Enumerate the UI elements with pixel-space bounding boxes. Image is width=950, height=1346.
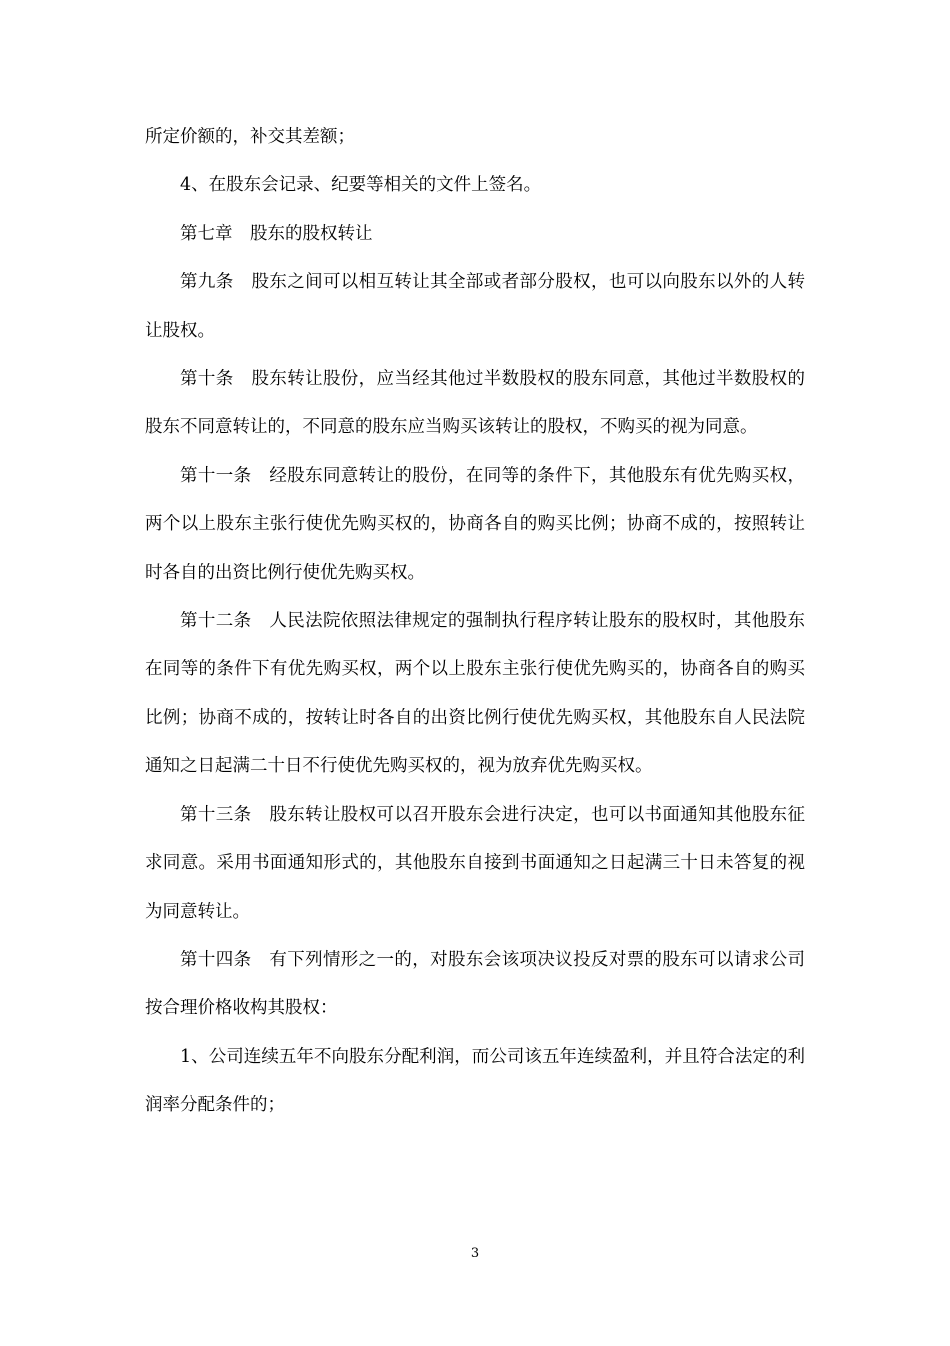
paragraph-item-4: 4、在股东会记录、纪要等相关的文件上签名。: [180, 175, 542, 196]
body-text: [145, 113, 805, 1130]
article-10: 第十条 股东转让股份，应当经其他过半数股权的股东同意，其他过半数股权的股东不同意转让的，不同意的股东应当购买该转让的股权，不购买的视为同意。: [145, 369, 805, 438]
article-9: 第九条 股东之间可以相互转让其全部或者部分股权，也可以向股东以外的人转让股权。: [145, 272, 805, 341]
paragraph-continuation: 所定价额的，补交其差额；: [145, 127, 355, 147]
article-14: 第十四条 有下列情形之一的，对股东会该项决议投反对票的股东可以请求公司按合理价格收构其股权：: [145, 949, 805, 1019]
article-12: 第十二条 人民法院依照法律规定的强制执行程序转让股东的股权时，其他股东在同等的条件下有优先购买权，两个以上股东主张行使优先购买的，协商各自的购买比例；协商不成的，按转让时各自的出资比例行使优先购买权，其他股东自人民法院通知之日起满二十日不行使优先购买权的，视为放弃优先购买权。: [145, 611, 805, 777]
article-11: 第十一条 经股东同意转让的股份，在同等的条件下，其他股东有优先购买权，两个以上股东主张行使优先购买权的，协商各自的购买比例；协商不成的，按照转让时各自的出资比例行使优先购买权。: [145, 465, 805, 583]
article-13: 第十三条 股东转让股权可以召开股东会进行决定，也可以书面通知其他股东征求同意。采用书面通知形式的，其他股东自接到书面通知之日起满三十日未答复的视为同意转让。: [145, 804, 805, 922]
page-number: 3: [470, 1246, 480, 1261]
article-14-item-1: 1、公司连续五年不向股东分配利润，而公司该五年连续盈利，并且符合法定的利润率分配条件的；: [145, 1046, 805, 1116]
chapter-heading: 第七章 股东的股权转让: [180, 223, 373, 244]
